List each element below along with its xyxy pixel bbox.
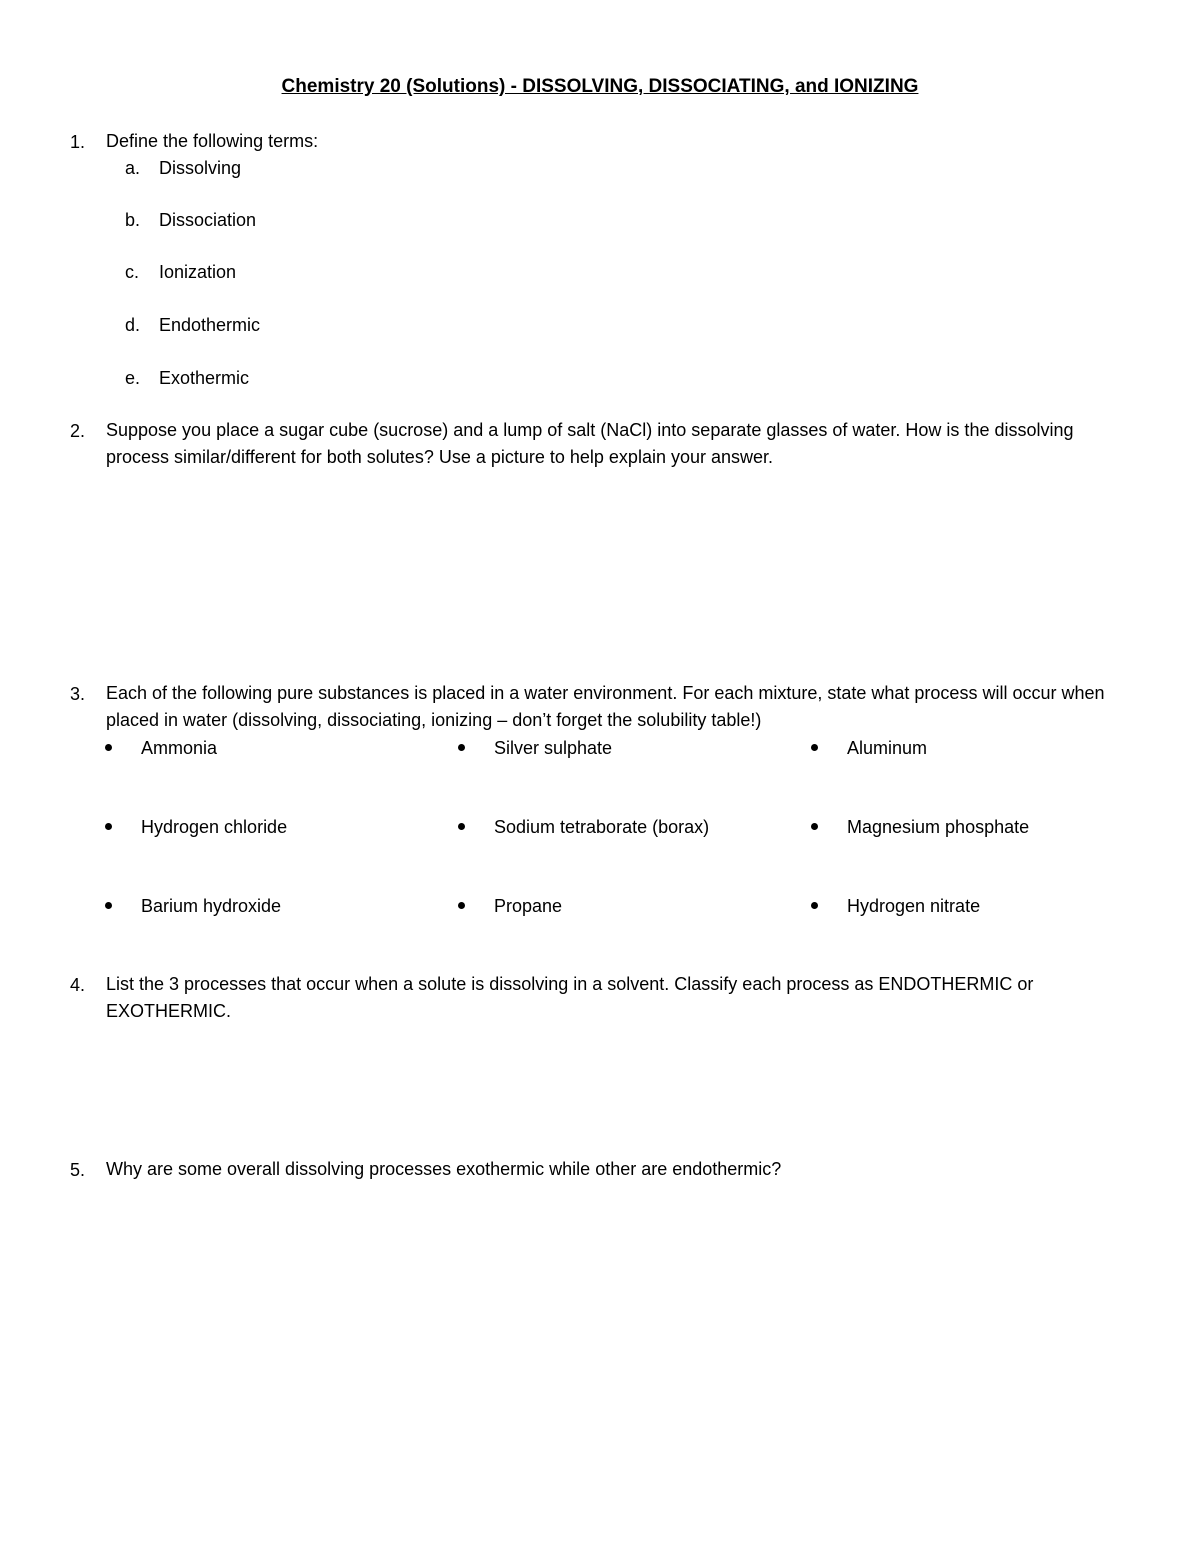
term-dissociation: Dissociation	[159, 210, 257, 230]
question-4-text: List the 3 processes that occur when a solute is dissolving in a solvent. Classify each process as ENDOTHERMIC or EXOTHERMIC.	[106, 974, 1034, 1021]
term-e-letter: e.	[125, 368, 141, 388]
term-endothermic: Endothermic	[159, 315, 261, 335]
substance-hydrogen-nitrate: Hydrogen nitrate	[847, 896, 981, 916]
question-5-text: Why are some overall dissolving processes exothermic while other are endothermic?	[106, 1159, 782, 1179]
substance-sodium-tetraborate: Sodium tetraborate (borax)	[494, 817, 710, 837]
bullet-icon	[811, 823, 818, 830]
term-a-letter: a.	[125, 158, 141, 178]
term-dissolving: Dissolving	[159, 158, 242, 178]
bullet-icon	[458, 744, 465, 751]
substance-ammonia: Ammonia	[141, 738, 218, 758]
bullet-icon	[105, 744, 112, 751]
bullet-icon	[105, 902, 112, 909]
substance-hydrogen-chloride: Hydrogen chloride	[141, 817, 288, 837]
question-3-text: Each of the following pure substances is placed in a water environment. For each mixture, state what process will occur when placed in water (dissolving, dissociating, ionizing – don’t forget the solubility table!)	[106, 683, 1105, 730]
question-2-number: 2.	[70, 421, 86, 441]
substance-barium-hydroxide: Barium hydroxide	[141, 896, 282, 916]
question-1-number: 1.	[70, 132, 86, 152]
question-3-number: 3.	[70, 684, 86, 704]
question-1-text: Define the following terms:	[106, 131, 319, 151]
substance-aluminum: Aluminum	[847, 738, 928, 758]
term-c-letter: c.	[125, 262, 140, 282]
bullet-icon	[458, 902, 465, 909]
term-exothermic: Exothermic	[159, 368, 250, 388]
substance-silver-sulphate: Silver sulphate	[494, 738, 613, 758]
page-title: Chemistry 20 (Solutions) - DISSOLVING, DISSOCIATING, and IONIZING	[281, 76, 919, 97]
question-4-number: 4.	[70, 975, 86, 995]
bullet-icon	[811, 744, 818, 751]
term-ionization: Ionization	[159, 262, 237, 282]
term-d-letter: d.	[125, 315, 141, 335]
question-5-number: 5.	[70, 1160, 86, 1180]
bullet-icon	[811, 902, 818, 909]
bullet-icon	[458, 823, 465, 830]
substance-magnesium-phosphate: Magnesium phosphate	[847, 817, 1030, 837]
bullet-icon	[105, 823, 112, 830]
term-b-letter: b.	[125, 210, 141, 230]
substance-propane: Propane	[494, 896, 563, 916]
question-2-text: Suppose you place a sugar cube (sucrose) and a lump of salt (NaCl) into separate glasses of water. How is the dissolving process similar/different for both solutes? Use a picture to help explain your answer.	[106, 420, 1074, 467]
